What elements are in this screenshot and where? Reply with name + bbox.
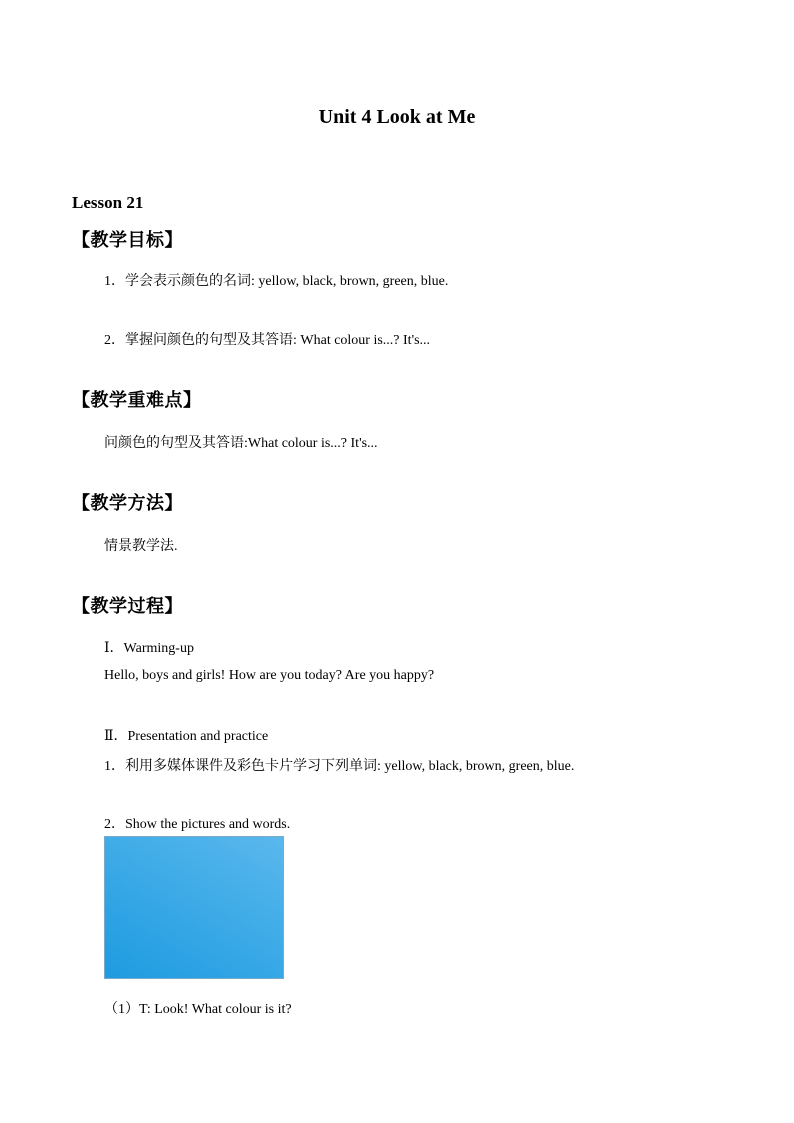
methods-heading: 【教学方法】 xyxy=(72,493,183,513)
blue-color-card-image xyxy=(104,836,284,979)
objectives-heading: 【教学目标】 xyxy=(72,230,183,250)
key-points-heading: 【教学重难点】 xyxy=(72,390,202,410)
step2-item-1: 1．利用多媒体课件及彩色卡片学习下列单词: yellow, black, brown, green, blue. xyxy=(104,759,575,774)
document-title: Unit 4 Look at Me xyxy=(318,106,476,128)
question-1: （1）T: Look! What colour is it? xyxy=(104,1002,292,1017)
lesson-label: Lesson 21 xyxy=(72,193,144,212)
process-heading: 【教学过程】 xyxy=(72,596,183,616)
objective-item-2: 2．掌握问颜色的句型及其答语: What colour is...? It's... xyxy=(104,333,431,348)
step1-text: Hello, boys and girls! How are you today? Are you happy? xyxy=(104,668,435,683)
step1-title: Ⅰ．Warming-up xyxy=(104,641,194,656)
key-points-text: 问颜色的句型及其答语:What colour is...? It's... xyxy=(104,436,378,451)
objective-item-1: 1．学会表示颜色的名词: yellow, black, brown, green, blue. xyxy=(104,274,449,289)
step2-item-2: 2．Show the pictures and words. xyxy=(104,817,291,832)
methods-text: 情景教学法. xyxy=(104,539,178,554)
step2-title: Ⅱ．Presentation and practice xyxy=(104,729,269,744)
